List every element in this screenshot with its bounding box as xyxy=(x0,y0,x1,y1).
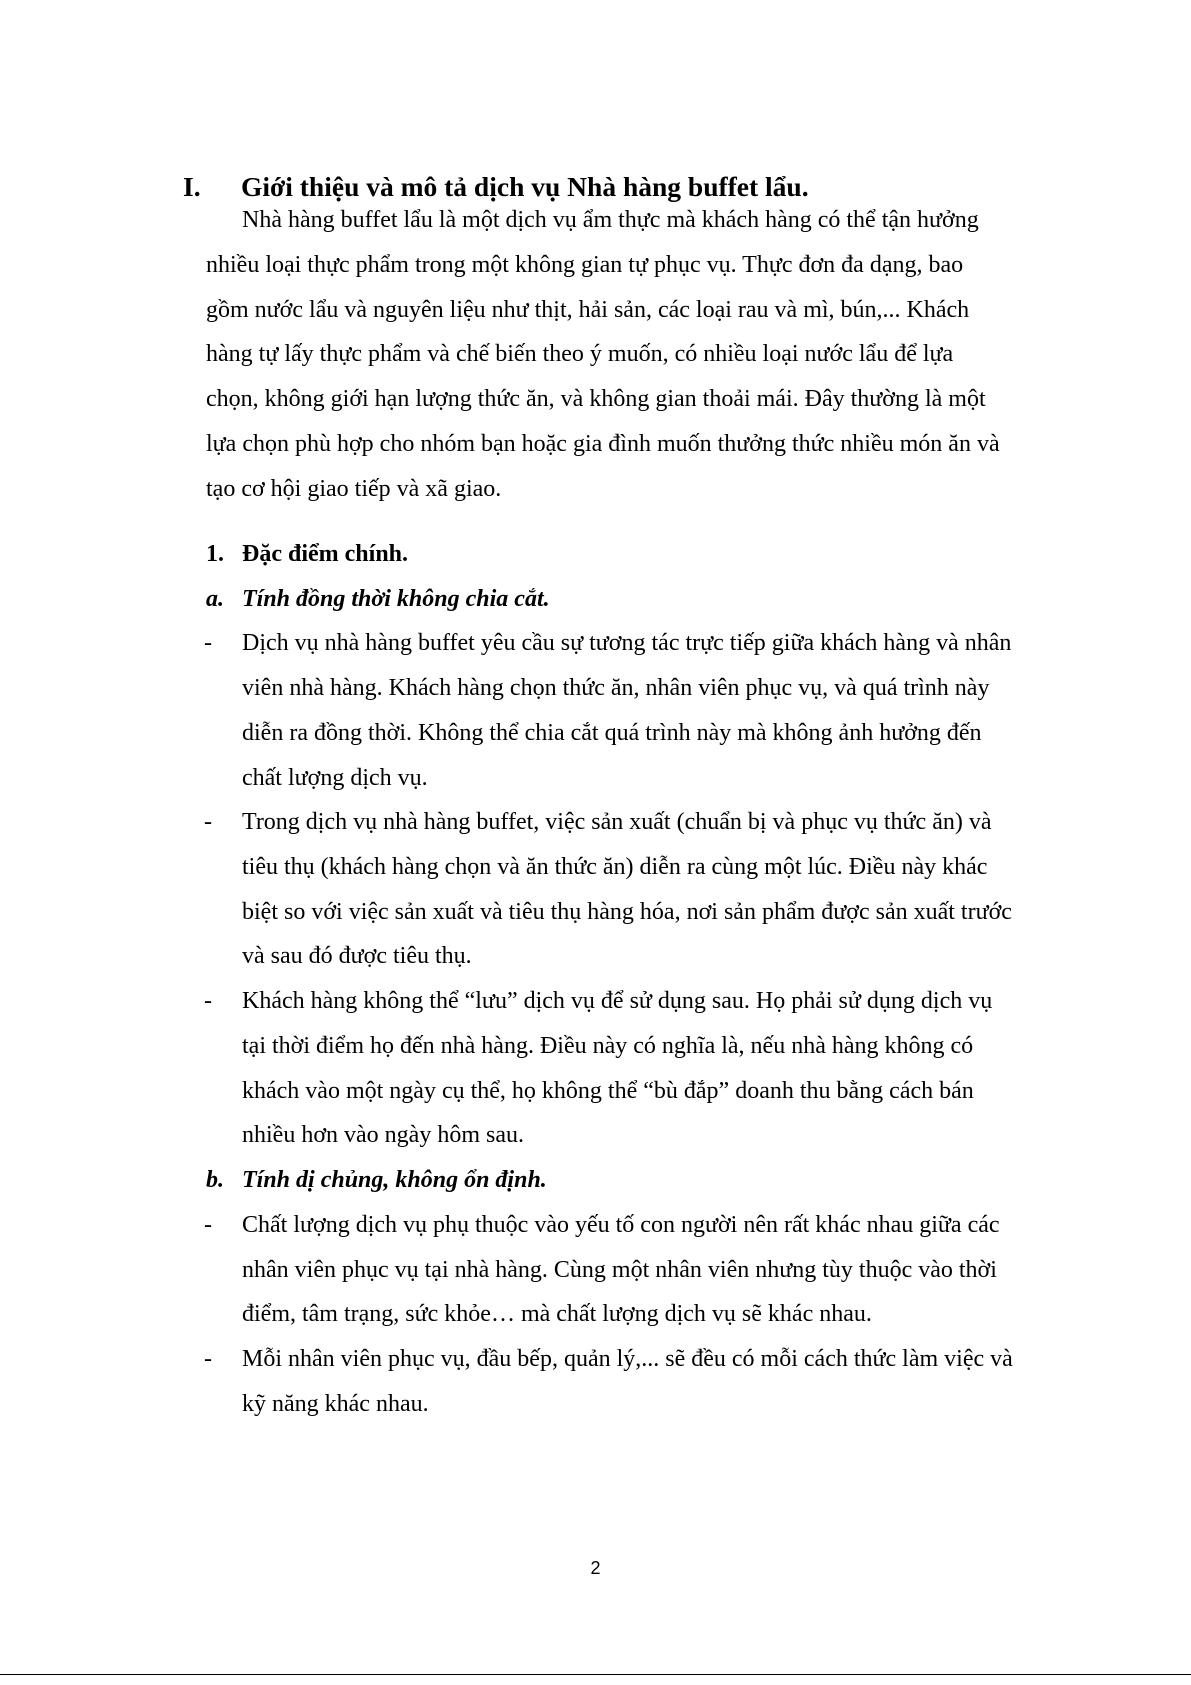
bullet-line: và sau đó được tiêu thụ. xyxy=(242,943,472,969)
section-heading xyxy=(183,171,809,203)
subheading-letter: a. xyxy=(206,586,224,612)
intro-line: gồm nước lẩu và nguyên liệu như thịt, hải sản, các loại rau và mì, bún,... Khách xyxy=(206,297,970,323)
bullet-marker: - xyxy=(204,809,212,835)
bullet-marker: - xyxy=(204,1212,212,1238)
bullet-line: Chất lượng dịch vụ phụ thuộc vào yếu tố con người nên rất khác nhau giữa các xyxy=(242,1212,1000,1238)
bullet-line: điểm, tâm trạng, sức khỏe… mà chất lượng dịch vụ sẽ khác nhau. xyxy=(242,1301,872,1327)
bullet-marker: - xyxy=(204,630,212,656)
bullet-line: Dịch vụ nhà hàng buffet yêu cầu sự tương tác trực tiếp giữa khách hàng và nhân xyxy=(242,630,1012,656)
bullet-line: Khách hàng không thể “lưu” dịch vụ để sử dụng sau. Họ phải sử dụng dịch vụ xyxy=(242,988,993,1014)
bullet-marker: - xyxy=(204,988,212,1014)
heading-number: I. xyxy=(183,171,201,202)
bullet-line: kỹ năng khác nhau. xyxy=(242,1391,429,1417)
intro-line: chọn, không giới hạn lượng thức ăn, và không gian thoải mái. Đây thường là một xyxy=(206,386,986,412)
subheading-title: Tính dị chủng, không ổn định. xyxy=(242,1167,547,1193)
intro-line: tạo cơ hội giao tiếp và xã giao. xyxy=(206,476,502,502)
footer-rule xyxy=(0,1674,1191,1675)
bullet-line: diễn ra đồng thời. Không thể chia cắt quá trình này mà không ảnh hưởng đến xyxy=(242,720,982,746)
subheading-title: Tính đồng thời không chia cắt. xyxy=(242,586,550,612)
intro-line: Nhà hàng buffet lẩu là một dịch vụ ẩm thực mà khách hàng có thể tận hưởng xyxy=(242,207,979,233)
bullet-line: Mỗi nhân viên phục vụ, đầu bếp, quản lý,... sẽ đều có mỗi cách thức làm việc và xyxy=(242,1346,1013,1372)
subsection-number: 1. xyxy=(206,541,224,567)
subheading-letter: b. xyxy=(206,1167,224,1193)
intro-line: lựa chọn phù hợp cho nhóm bạn hoặc gia đình muốn thưởng thức nhiều món ăn và xyxy=(206,431,1000,457)
intro-line: nhiều loại thực phẩm trong một không gian tự phục vụ. Thực đơn đa dạng, bao xyxy=(206,252,964,278)
heading-title: Giới thiệu và mô tả dịch vụ Nhà hàng buffet lẩu. xyxy=(241,171,809,202)
intro-line: hàng tự lấy thực phẩm và chế biến theo ý muốn, có nhiều loại nước lẩu để lựa xyxy=(206,341,954,367)
bullet-line: tiêu thụ (khách hàng chọn và ăn thức ăn) diễn ra cùng một lúc. Điều này khác xyxy=(242,854,988,880)
bullet-line: chất lượng dịch vụ. xyxy=(242,765,428,791)
page-number: 2 xyxy=(590,1558,601,1578)
bullet-marker: - xyxy=(204,1346,212,1372)
bullet-line: nhân viên phục vụ tại nhà hàng. Cùng một nhân viên nhưng tùy thuộc vào thời xyxy=(242,1257,997,1283)
bullet-line: biệt so với việc sản xuất và tiêu thụ hàng hóa, nơi sản phẩm được sản xuất trước xyxy=(242,899,1012,925)
bullet-line: nhiều hơn vào ngày hôm sau. xyxy=(242,1122,524,1148)
bullet-line: Trong dịch vụ nhà hàng buffet, việc sản xuất (chuẩn bị và phục vụ thức ăn) và xyxy=(242,809,992,835)
bullet-line: viên nhà hàng. Khách hàng chọn thức ăn, nhân viên phục vụ, và quá trình này xyxy=(242,675,990,701)
bullet-line: tại thời điểm họ đến nhà hàng. Điều này có nghĩa là, nếu nhà hàng không có xyxy=(242,1033,974,1059)
subsection-title: Đặc điểm chính. xyxy=(242,541,409,567)
bullet-line: khách vào một ngày cụ thể, họ không thể “bù đắp” doanh thu bằng cách bán xyxy=(242,1078,974,1104)
